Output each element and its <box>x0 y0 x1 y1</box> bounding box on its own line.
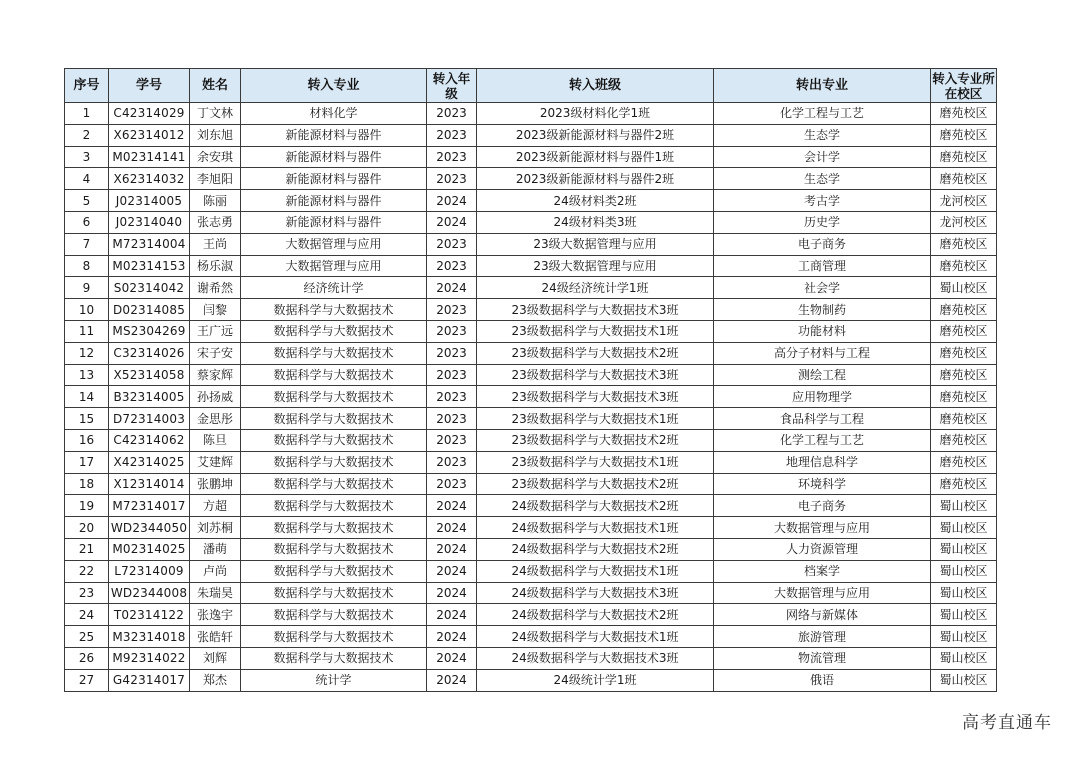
cell-source-major: 应用物理学 <box>714 386 931 408</box>
table-row <box>65 277 997 299</box>
cell-target-major: 大数据管理与应用 <box>241 233 427 255</box>
table-row <box>65 364 997 386</box>
cell-target-major: 大数据管理与应用 <box>241 255 427 277</box>
cell-seq: 3 <box>65 146 109 168</box>
cell-student-id: M02314141 <box>109 146 190 168</box>
table-row <box>65 626 997 648</box>
cell-name: 方超 <box>190 495 241 517</box>
cell-student-id: B32314005 <box>109 386 190 408</box>
cell-name: 刘东旭 <box>190 124 241 146</box>
cell-target-major: 数据科学与大数据技术 <box>241 299 427 321</box>
header-campus: 转入专业所在校区 <box>932 70 995 101</box>
cell-source-major: 测绘工程 <box>714 364 931 386</box>
cell-student-id: WD2344050 <box>109 517 190 539</box>
cell-student-id: J02314005 <box>109 190 190 212</box>
cell-year: 2023 <box>427 364 477 386</box>
cell-student-id: G42314017 <box>109 669 190 691</box>
cell-name: 张志勇 <box>190 211 241 233</box>
header-seq: 序号 <box>65 69 109 103</box>
table-row <box>65 124 997 146</box>
cell-name: 杨乐淑 <box>190 255 241 277</box>
cell-source-major: 旅游管理 <box>714 626 931 648</box>
table-row <box>65 451 997 473</box>
cell-name: 陈丽 <box>190 190 241 212</box>
cell-year: 2024 <box>427 582 477 604</box>
cell-student-id: D72314003 <box>109 408 190 430</box>
cell-target-major: 数据科学与大数据技术 <box>241 320 427 342</box>
header-name: 姓名 <box>190 69 241 103</box>
cell-campus: 蜀山校区 <box>931 560 997 582</box>
cell-target-major: 新能源材料与器件 <box>241 211 427 233</box>
cell-year: 2023 <box>427 255 477 277</box>
cell-target-class: 24级数据科学与大数据技术1班 <box>477 626 714 648</box>
cell-seq: 25 <box>65 626 109 648</box>
cell-student-id: C42314029 <box>109 103 190 125</box>
cell-target-major: 数据科学与大数据技术 <box>241 342 427 364</box>
cell-name: 艾建辉 <box>190 451 241 473</box>
table-row <box>65 190 997 212</box>
cell-seq: 13 <box>65 364 109 386</box>
cell-seq: 19 <box>65 495 109 517</box>
table-body <box>65 103 997 692</box>
table-row <box>65 255 997 277</box>
cell-campus: 磨苑校区 <box>931 364 997 386</box>
cell-student-id: M72314017 <box>109 495 190 517</box>
table-row <box>65 669 997 691</box>
cell-campus: 磨苑校区 <box>931 473 997 495</box>
cell-name: 朱瑞昊 <box>190 582 241 604</box>
cell-target-class: 23级数据科学与大数据技术1班 <box>477 451 714 473</box>
cell-target-class: 2023级新能源材料与器件2班 <box>477 168 714 190</box>
cell-target-class: 24级数据科学与大数据技术3班 <box>477 582 714 604</box>
cell-name: 丁文林 <box>190 103 241 125</box>
cell-target-major: 新能源材料与器件 <box>241 124 427 146</box>
cell-target-class: 24级数据科学与大数据技术1班 <box>477 560 714 582</box>
table-row <box>65 168 997 190</box>
cell-seq: 26 <box>65 647 109 669</box>
cell-source-major: 社会学 <box>714 277 931 299</box>
cell-year: 2023 <box>427 342 477 364</box>
cell-target-major: 数据科学与大数据技术 <box>241 626 427 648</box>
cell-target-class: 24级数据科学与大数据技术3班 <box>477 647 714 669</box>
cell-source-major: 化学工程与工艺 <box>714 103 931 125</box>
header-target-major: 转入专业 <box>241 69 427 103</box>
cell-source-major: 化学工程与工艺 <box>714 429 931 451</box>
cell-source-major: 食品科学与工程 <box>714 408 931 430</box>
cell-target-major: 数据科学与大数据技术 <box>241 517 427 539</box>
cell-seq: 15 <box>65 408 109 430</box>
transfer-students-table <box>64 68 997 692</box>
cell-target-major: 数据科学与大数据技术 <box>241 560 427 582</box>
cell-year: 2024 <box>427 277 477 299</box>
cell-source-major: 人力资源管理 <box>714 538 931 560</box>
cell-name: 蔡家辉 <box>190 364 241 386</box>
table-row <box>65 517 997 539</box>
cell-student-id: M02314025 <box>109 538 190 560</box>
cell-seq: 22 <box>65 560 109 582</box>
cell-seq: 11 <box>65 320 109 342</box>
cell-target-class: 2023级新能源材料与器件2班 <box>477 124 714 146</box>
cell-source-major: 会计学 <box>714 146 931 168</box>
cell-source-major: 大数据管理与应用 <box>714 582 931 604</box>
cell-source-major: 历史学 <box>714 211 931 233</box>
cell-target-class: 23级数据科学与大数据技术1班 <box>477 320 714 342</box>
cell-seq: 12 <box>65 342 109 364</box>
table-row <box>65 320 997 342</box>
cell-year: 2023 <box>427 429 477 451</box>
cell-name: 李旭阳 <box>190 168 241 190</box>
cell-target-class: 23级大数据管理与应用 <box>477 255 714 277</box>
cell-source-major: 工商管理 <box>714 255 931 277</box>
cell-name: 刘辉 <box>190 647 241 669</box>
cell-seq: 23 <box>65 582 109 604</box>
cell-campus: 蜀山校区 <box>931 538 997 560</box>
cell-name: 潘萌 <box>190 538 241 560</box>
cell-campus: 磨苑校区 <box>931 451 997 473</box>
cell-source-major: 环境科学 <box>714 473 931 495</box>
cell-year: 2024 <box>427 604 477 626</box>
cell-year: 2024 <box>427 626 477 648</box>
cell-target-class: 24级数据科学与大数据技术2班 <box>477 495 714 517</box>
cell-seq: 2 <box>65 124 109 146</box>
cell-source-major: 高分子材料与工程 <box>714 342 931 364</box>
cell-target-major: 经济统计学 <box>241 277 427 299</box>
header-student-id: 学号 <box>109 69 190 103</box>
cell-name: 郑杰 <box>190 669 241 691</box>
cell-seq: 6 <box>65 211 109 233</box>
cell-target-class: 2023级材料化学1班 <box>477 103 714 125</box>
cell-source-major: 功能材料 <box>714 320 931 342</box>
cell-seq: 7 <box>65 233 109 255</box>
cell-campus: 磨苑校区 <box>931 320 997 342</box>
cell-target-class: 23级数据科学与大数据技术2班 <box>477 429 714 451</box>
cell-seq: 9 <box>65 277 109 299</box>
cell-name: 余安琪 <box>190 146 241 168</box>
cell-source-major: 生态学 <box>714 168 931 190</box>
cell-seq: 16 <box>65 429 109 451</box>
cell-target-major: 统计学 <box>241 669 427 691</box>
cell-campus: 蜀山校区 <box>931 626 997 648</box>
cell-name: 张逸宇 <box>190 604 241 626</box>
cell-source-major: 物流管理 <box>714 647 931 669</box>
cell-student-id: X42314025 <box>109 451 190 473</box>
cell-seq: 5 <box>65 190 109 212</box>
cell-target-class: 23级大数据管理与应用 <box>477 233 714 255</box>
table-row <box>65 604 997 626</box>
cell-target-class: 2023级新能源材料与器件1班 <box>477 146 714 168</box>
cell-year: 2024 <box>427 211 477 233</box>
cell-target-class: 24级数据科学与大数据技术1班 <box>477 517 714 539</box>
cell-year: 2024 <box>427 647 477 669</box>
cell-student-id: MS2304269 <box>109 320 190 342</box>
cell-year: 2023 <box>427 103 477 125</box>
cell-student-id: L72314009 <box>109 560 190 582</box>
cell-campus: 磨苑校区 <box>931 386 997 408</box>
cell-target-major: 数据科学与大数据技术 <box>241 495 427 517</box>
cell-source-major: 网络与新媒体 <box>714 604 931 626</box>
table-header-row <box>65 69 997 103</box>
cell-name: 王尚 <box>190 233 241 255</box>
transfer-table-sheet <box>64 68 996 692</box>
cell-target-class: 23级数据科学与大数据技术3班 <box>477 299 714 321</box>
cell-source-major: 档案学 <box>714 560 931 582</box>
cell-year: 2023 <box>427 408 477 430</box>
cell-student-id: M02314153 <box>109 255 190 277</box>
table-row <box>65 211 997 233</box>
cell-student-id: T02314122 <box>109 604 190 626</box>
cell-seq: 10 <box>65 299 109 321</box>
cell-target-class: 24级经济统计学1班 <box>477 277 714 299</box>
cell-student-id: C42314062 <box>109 429 190 451</box>
cell-target-major: 数据科学与大数据技术 <box>241 364 427 386</box>
table-row <box>65 647 997 669</box>
cell-source-major: 电子商务 <box>714 495 931 517</box>
table-row <box>65 560 997 582</box>
cell-campus: 磨苑校区 <box>931 124 997 146</box>
cell-name: 卢尚 <box>190 560 241 582</box>
cell-seq: 20 <box>65 517 109 539</box>
cell-target-class: 24级数据科学与大数据技术2班 <box>477 604 714 626</box>
cell-name: 宋子安 <box>190 342 241 364</box>
cell-seq: 21 <box>65 538 109 560</box>
cell-campus: 磨苑校区 <box>931 146 997 168</box>
cell-year: 2023 <box>427 320 477 342</box>
cell-target-major: 新能源材料与器件 <box>241 190 427 212</box>
cell-source-major: 电子商务 <box>714 233 931 255</box>
table-row <box>65 146 997 168</box>
cell-campus: 蜀山校区 <box>931 495 997 517</box>
cell-name: 谢希然 <box>190 277 241 299</box>
cell-target-class: 23级数据科学与大数据技术3班 <box>477 386 714 408</box>
cell-source-major: 大数据管理与应用 <box>714 517 931 539</box>
cell-campus: 磨苑校区 <box>931 168 997 190</box>
cell-year: 2023 <box>427 168 477 190</box>
table-row <box>65 582 997 604</box>
cell-student-id: D02314085 <box>109 299 190 321</box>
header-target-class: 转入班级 <box>477 69 714 103</box>
cell-student-id: M72314004 <box>109 233 190 255</box>
cell-campus: 磨苑校区 <box>931 255 997 277</box>
cell-name: 孙扬威 <box>190 386 241 408</box>
cell-target-class: 23级数据科学与大数据技术3班 <box>477 364 714 386</box>
cell-campus: 蜀山校区 <box>931 604 997 626</box>
cell-source-major: 考古学 <box>714 190 931 212</box>
cell-year: 2023 <box>427 473 477 495</box>
cell-name: 张鹏坤 <box>190 473 241 495</box>
cell-name: 王广远 <box>190 320 241 342</box>
cell-year: 2024 <box>427 669 477 691</box>
cell-campus: 磨苑校区 <box>931 299 997 321</box>
cell-target-major: 数据科学与大数据技术 <box>241 451 427 473</box>
cell-year: 2024 <box>427 517 477 539</box>
cell-seq: 24 <box>65 604 109 626</box>
watermark-text: 高考直通车 <box>962 713 1052 733</box>
cell-target-class: 24级数据科学与大数据技术2班 <box>477 538 714 560</box>
cell-campus: 蜀山校区 <box>931 277 997 299</box>
table-row <box>65 538 997 560</box>
cell-seq: 8 <box>65 255 109 277</box>
header-year: 转入年级 <box>427 69 477 103</box>
cell-campus: 磨苑校区 <box>931 429 997 451</box>
cell-target-major: 材料化学 <box>241 103 427 125</box>
cell-campus: 蜀山校区 <box>931 582 997 604</box>
cell-year: 2024 <box>427 538 477 560</box>
cell-source-major: 地理信息科学 <box>714 451 931 473</box>
cell-seq: 27 <box>65 669 109 691</box>
cell-target-major: 数据科学与大数据技术 <box>241 604 427 626</box>
cell-source-major: 生态学 <box>714 124 931 146</box>
table-row <box>65 103 997 125</box>
cell-target-class: 24级材料类3班 <box>477 211 714 233</box>
cell-student-id: WD2344008 <box>109 582 190 604</box>
cell-year: 2023 <box>427 451 477 473</box>
cell-year: 2024 <box>427 560 477 582</box>
cell-seq: 17 <box>65 451 109 473</box>
header-source-major: 转出专业 <box>714 69 931 103</box>
cell-target-class: 23级数据科学与大数据技术2班 <box>477 473 714 495</box>
cell-student-id: J02314040 <box>109 211 190 233</box>
table-row <box>65 495 997 517</box>
cell-year: 2023 <box>427 146 477 168</box>
cell-name: 刘苏桐 <box>190 517 241 539</box>
cell-source-major: 俄语 <box>714 669 931 691</box>
cell-campus: 磨苑校区 <box>931 408 997 430</box>
table-row <box>65 233 997 255</box>
table-row <box>65 342 997 364</box>
cell-year: 2023 <box>427 299 477 321</box>
cell-seq: 4 <box>65 168 109 190</box>
cell-campus: 龙河校区 <box>931 211 997 233</box>
cell-campus: 龙河校区 <box>931 190 997 212</box>
cell-target-class: 23级数据科学与大数据技术1班 <box>477 408 714 430</box>
cell-name: 张皓轩 <box>190 626 241 648</box>
table-row <box>65 386 997 408</box>
cell-seq: 18 <box>65 473 109 495</box>
cell-student-id: X12314014 <box>109 473 190 495</box>
cell-campus: 磨苑校区 <box>931 342 997 364</box>
cell-target-major: 新能源材料与器件 <box>241 146 427 168</box>
cell-target-major: 数据科学与大数据技术 <box>241 386 427 408</box>
cell-student-id: X52314058 <box>109 364 190 386</box>
table-row <box>65 473 997 495</box>
cell-name: 陈旦 <box>190 429 241 451</box>
cell-student-id: M32314018 <box>109 626 190 648</box>
cell-target-major: 数据科学与大数据技术 <box>241 429 427 451</box>
cell-campus: 磨苑校区 <box>931 103 997 125</box>
cell-campus: 蜀山校区 <box>931 647 997 669</box>
cell-name: 闫黎 <box>190 299 241 321</box>
cell-target-class: 24级统计学1班 <box>477 669 714 691</box>
cell-year: 2023 <box>427 124 477 146</box>
cell-year: 2024 <box>427 190 477 212</box>
cell-campus: 磨苑校区 <box>931 233 997 255</box>
cell-student-id: M92314022 <box>109 647 190 669</box>
cell-student-id: X62314032 <box>109 168 190 190</box>
cell-target-major: 数据科学与大数据技术 <box>241 408 427 430</box>
cell-student-id: C32314026 <box>109 342 190 364</box>
cell-seq: 1 <box>65 103 109 125</box>
cell-campus: 蜀山校区 <box>931 517 997 539</box>
cell-target-major: 数据科学与大数据技术 <box>241 647 427 669</box>
cell-target-major: 新能源材料与器件 <box>241 168 427 190</box>
cell-year: 2023 <box>427 386 477 408</box>
cell-source-major: 生物制药 <box>714 299 931 321</box>
cell-target-class: 24级材料类2班 <box>477 190 714 212</box>
cell-student-id: S02314042 <box>109 277 190 299</box>
cell-year: 2023 <box>427 233 477 255</box>
table-row <box>65 299 997 321</box>
cell-year: 2024 <box>427 495 477 517</box>
cell-campus: 蜀山校区 <box>931 669 997 691</box>
cell-seq: 14 <box>65 386 109 408</box>
cell-target-class: 23级数据科学与大数据技术2班 <box>477 342 714 364</box>
cell-target-major: 数据科学与大数据技术 <box>241 582 427 604</box>
cell-student-id: X62314012 <box>109 124 190 146</box>
cell-name: 金思彤 <box>190 408 241 430</box>
table-row <box>65 429 997 451</box>
cell-target-major: 数据科学与大数据技术 <box>241 538 427 560</box>
cell-target-major: 数据科学与大数据技术 <box>241 473 427 495</box>
table-row <box>65 408 997 430</box>
